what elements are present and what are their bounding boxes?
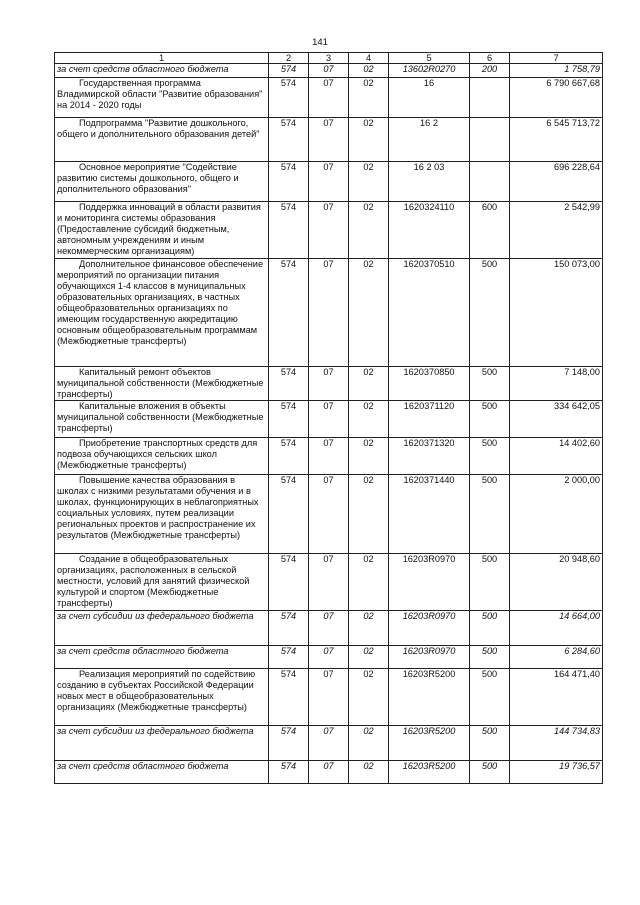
code-cell-3: 07 (309, 64, 349, 78)
code-cell-2: 574 (269, 669, 309, 726)
code-cell-3: 07 (309, 162, 349, 202)
code-cell-2: 574 (269, 475, 309, 554)
table-row (55, 475, 603, 554)
amount-cell: 6 790 667,68 (510, 78, 603, 118)
code-cell-5: 13602R0270 (389, 64, 470, 78)
table-subrow (55, 726, 603, 761)
table-subrow (55, 646, 603, 669)
code-cell-6: 500 (470, 438, 510, 475)
table-row (55, 401, 603, 438)
code-cell-2: 574 (269, 64, 309, 78)
code-cell-6 (470, 162, 510, 202)
page-number: 141 (312, 37, 328, 48)
code-cell-2: 574 (269, 162, 309, 202)
budget-table-body (55, 53, 603, 784)
code-cell-5: 1620324110 (389, 202, 470, 259)
desc-cell: Дополнительное финансовое обеспечение мероприятий по организации питания обучающихся 1-4 классов в муниципальных образовательных организациях, в частных общеобразовательных организациях по имеющим государственную аккредитацию основным общеобразовательным программам (Межбюджетные трансферты) (55, 259, 269, 367)
table-subrow (55, 761, 603, 784)
code-cell-5: 16203R0970 (389, 646, 470, 669)
code-cell-6 (470, 118, 510, 162)
code-cell-5: 16 2 (389, 118, 470, 162)
column-header: 2 (269, 53, 309, 64)
code-cell-6: 500 (470, 554, 510, 611)
code-cell-6: 500 (470, 475, 510, 554)
code-cell-6: 500 (470, 259, 510, 367)
amount-cell: 6 284,60 (510, 646, 603, 669)
column-header: 6 (470, 53, 510, 64)
code-cell-3: 07 (309, 646, 349, 669)
code-cell-5: 16203R5200 (389, 669, 470, 726)
code-cell-4: 02 (349, 118, 389, 162)
table-row (55, 162, 603, 202)
code-cell-6: 500 (470, 669, 510, 726)
table-row (55, 202, 603, 259)
code-cell-2: 574 (269, 401, 309, 438)
code-cell-2: 574 (269, 367, 309, 401)
code-cell-5: 1620371320 (389, 438, 470, 475)
column-header: 3 (309, 53, 349, 64)
table-row (55, 438, 603, 475)
table-row (55, 367, 603, 401)
code-cell-5: 16203R0970 (389, 611, 470, 646)
code-cell-2: 574 (269, 611, 309, 646)
code-cell-6: 500 (470, 367, 510, 401)
amount-cell: 334 642,05 (510, 401, 603, 438)
desc-cell: Приобретение транспортных средств для подвоза обучающихся сельских школ (Межбюджетные трансферты) (55, 438, 269, 475)
code-cell-4: 02 (349, 64, 389, 78)
amount-cell: 144 734,83 (510, 726, 603, 761)
code-cell-6: 600 (470, 202, 510, 259)
code-cell-4: 02 (349, 162, 389, 202)
desc-cell: Государственная программа Владимирской области "Развитие образования" на 2014 - 2020 годы (55, 78, 269, 118)
amount-cell: 696 228,64 (510, 162, 603, 202)
code-cell-6: 500 (470, 611, 510, 646)
table-subrow (55, 64, 603, 78)
code-cell-4: 02 (349, 761, 389, 784)
code-cell-3: 07 (309, 367, 349, 401)
code-cell-5: 16203R0970 (389, 554, 470, 611)
code-cell-6 (470, 78, 510, 118)
code-cell-4: 02 (349, 438, 389, 475)
amount-cell: 6 545 713,72 (510, 118, 603, 162)
code-cell-4: 02 (349, 401, 389, 438)
code-cell-3: 07 (309, 118, 349, 162)
desc-cell: за счет субсидии из федерального бюджета (55, 726, 269, 761)
column-header-row (55, 53, 603, 64)
amount-cell: 7 148,00 (510, 367, 603, 401)
code-cell-6: 500 (470, 646, 510, 669)
code-cell-6: 500 (470, 401, 510, 438)
code-cell-3: 07 (309, 438, 349, 475)
desc-cell: Повышение качества образования в школах с низкими результатами обучения и в школах, функционирующих в неблагоприятных социальных условиях, путем реализации региональных проектов и распространение их результатов (Межбюджетные трансферты) (55, 475, 269, 554)
code-cell-3: 07 (309, 554, 349, 611)
amount-cell: 19 736,57 (510, 761, 603, 784)
code-cell-4: 02 (349, 554, 389, 611)
code-cell-6: 500 (470, 726, 510, 761)
code-cell-2: 574 (269, 202, 309, 259)
code-cell-4: 02 (349, 259, 389, 367)
code-cell-2: 574 (269, 761, 309, 784)
code-cell-5: 1620370510 (389, 259, 470, 367)
code-cell-2: 574 (269, 78, 309, 118)
desc-cell: за счет средств областного бюджета (55, 64, 269, 78)
code-cell-2: 574 (269, 554, 309, 611)
table-row (55, 669, 603, 726)
code-cell-3: 07 (309, 761, 349, 784)
code-cell-3: 07 (309, 202, 349, 259)
table-subrow (55, 611, 603, 646)
code-cell-6: 200 (470, 64, 510, 78)
column-header: 4 (349, 53, 389, 64)
amount-cell: 164 471,40 (510, 669, 603, 726)
code-cell-5: 16203R5200 (389, 761, 470, 784)
code-cell-3: 07 (309, 475, 349, 554)
code-cell-3: 07 (309, 259, 349, 367)
code-cell-3: 07 (309, 611, 349, 646)
desc-cell: Капитальные вложения в объекты муниципальной собственности (Межбюджетные трансферты) (55, 401, 269, 438)
column-header: 5 (389, 53, 470, 64)
code-cell-2: 574 (269, 438, 309, 475)
amount-cell: 20 948,60 (510, 554, 603, 611)
desc-cell: за счет средств областного бюджета (55, 761, 269, 784)
code-cell-4: 02 (349, 475, 389, 554)
code-cell-4: 02 (349, 726, 389, 761)
desc-cell: Реализация мероприятий по содействию созданию в субъектах Российской Федерации новых мест в общеобразовательных организациях (Межбюджетные трансферты) (55, 669, 269, 726)
column-header: 1 (55, 53, 269, 64)
amount-cell: 1 758,79 (510, 64, 603, 78)
code-cell-3: 07 (309, 401, 349, 438)
table-row (55, 554, 603, 611)
code-cell-4: 02 (349, 646, 389, 669)
code-cell-5: 1620371440 (389, 475, 470, 554)
code-cell-5: 1620370850 (389, 367, 470, 401)
amount-cell: 14 402,60 (510, 438, 603, 475)
code-cell-3: 07 (309, 78, 349, 118)
desc-cell: Подпрограмма "Развитие дошкольного, общего и дополнительного образования детей" (55, 118, 269, 162)
code-cell-5: 16203R5200 (389, 726, 470, 761)
amount-cell: 2 542,99 (510, 202, 603, 259)
code-cell-4: 02 (349, 78, 389, 118)
code-cell-2: 574 (269, 646, 309, 669)
table-row (55, 259, 603, 367)
code-cell-2: 574 (269, 726, 309, 761)
desc-cell: за счет субсидии из федерального бюджета (55, 611, 269, 646)
code-cell-4: 02 (349, 611, 389, 646)
table-row (55, 118, 603, 162)
code-cell-5: 16 2 03 (389, 162, 470, 202)
code-cell-3: 07 (309, 669, 349, 726)
code-cell-4: 02 (349, 367, 389, 401)
code-cell-3: 07 (309, 726, 349, 761)
desc-cell: Основное мероприятие "Содействие развитию системы дошкольного, общего и дополнительного образования" (55, 162, 269, 202)
amount-cell: 2 000,00 (510, 475, 603, 554)
desc-cell: Капитальный ремонт объектов муниципальной собственности (Межбюджетные трансферты) (55, 367, 269, 401)
amount-cell: 14 664,00 (510, 611, 603, 646)
code-cell-5: 16 (389, 78, 470, 118)
code-cell-2: 574 (269, 259, 309, 367)
table-row (55, 78, 603, 118)
column-header: 7 (510, 53, 603, 64)
code-cell-6: 500 (470, 761, 510, 784)
amount-cell: 150 073,00 (510, 259, 603, 367)
desc-cell: Создание в общеобразовательных организациях, расположенных в сельской местности, условий для занятий физической культурой и спортом (Межбюджетные трансферты) (55, 554, 269, 611)
desc-cell: за счет средств областного бюджета (55, 646, 269, 669)
code-cell-4: 02 (349, 202, 389, 259)
code-cell-4: 02 (349, 669, 389, 726)
desc-cell: Поддержка инноваций в области развития и мониторинга системы образования (Предоставление субсидий бюджетным, автономным учреждениям и иным некоммерческим организациям) (55, 202, 269, 259)
code-cell-2: 574 (269, 118, 309, 162)
code-cell-5: 1620371120 (389, 401, 470, 438)
budget-table (54, 52, 603, 784)
